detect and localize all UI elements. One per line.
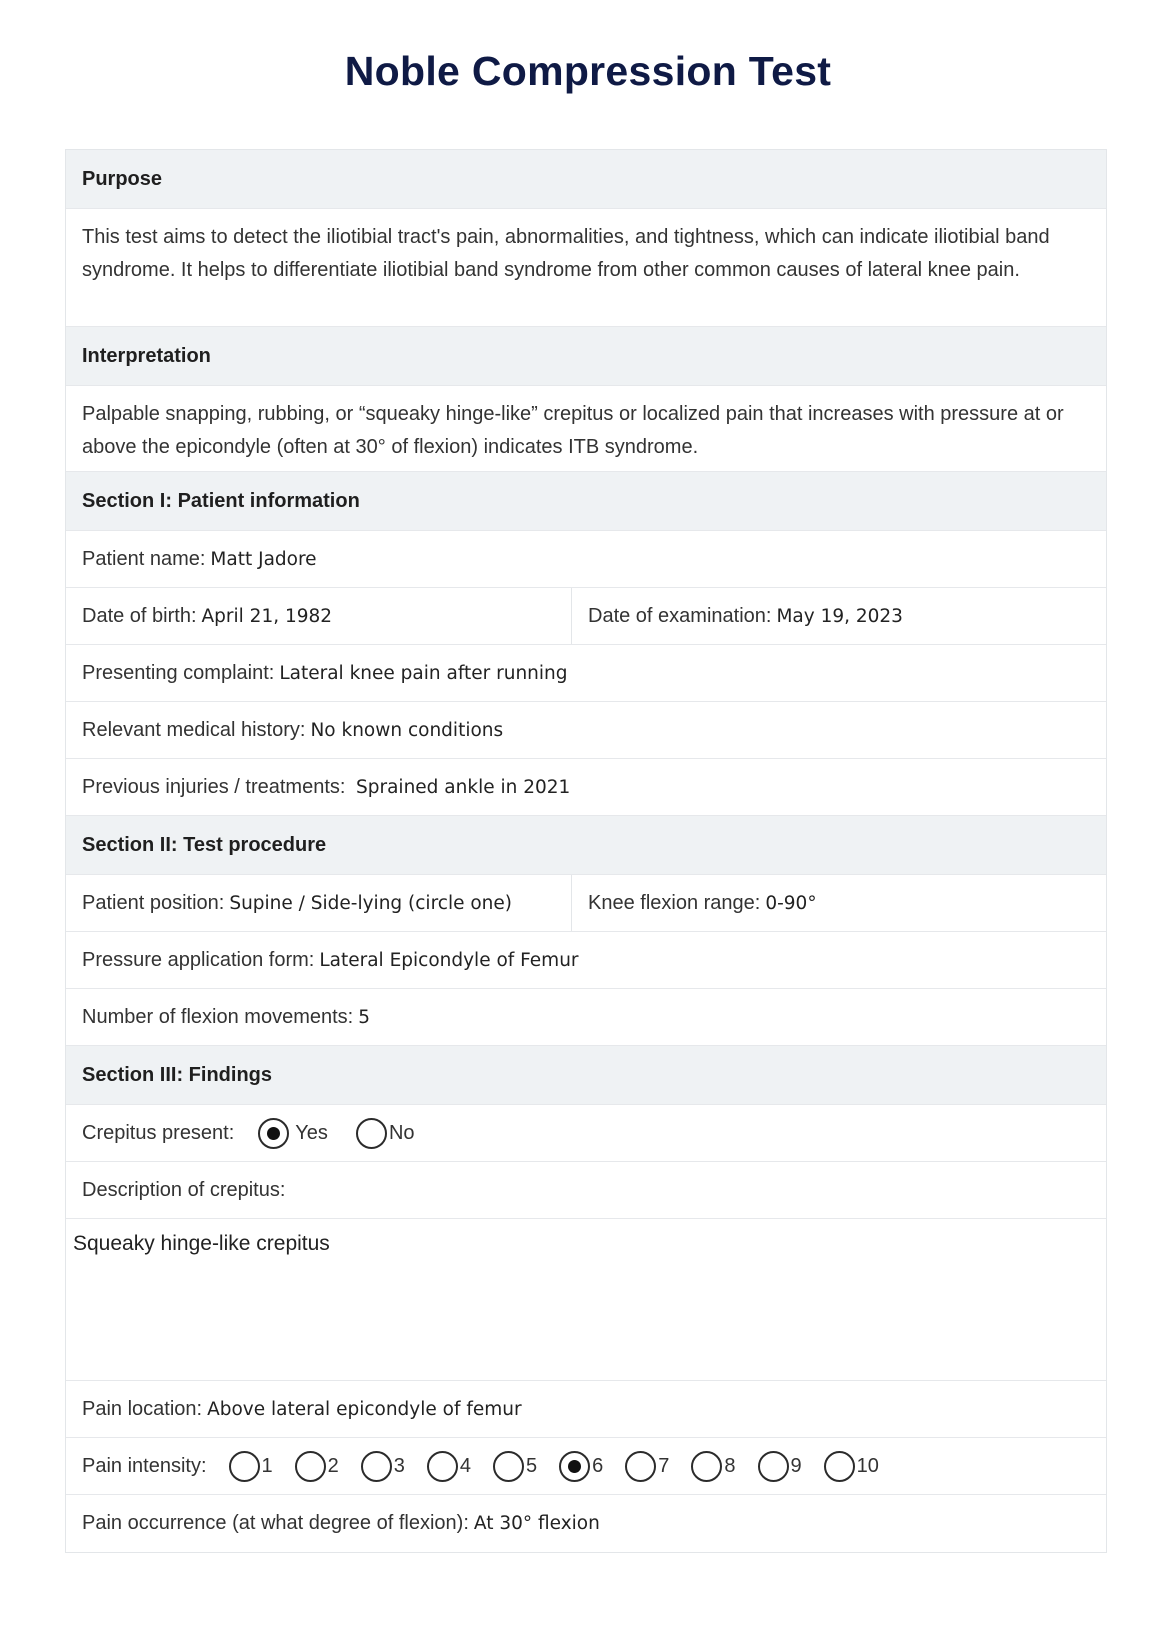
pain-intensity-value-label: 5	[526, 1454, 538, 1477]
crepitus-label: Crepitus present:	[82, 1121, 235, 1144]
position-field[interactable]: Supine / Side-lying (circle one)	[229, 892, 512, 914]
flexion-count-field[interactable]: 5	[358, 1006, 371, 1028]
pain-intensity-radio-7[interactable]	[625, 1451, 656, 1482]
pain-occurrence-row	[66, 1495, 1106, 1552]
position-label: Patient position:	[82, 891, 225, 914]
dob-label: Date of birth:	[82, 604, 197, 627]
pain-intensity-radio-1[interactable]	[229, 1451, 260, 1482]
pain-intensity-option-7[interactable]	[625, 1451, 669, 1482]
crepitus-row	[66, 1105, 1106, 1162]
crepitus-yes-option[interactable]	[258, 1118, 328, 1149]
pain-intensity-label: Pain intensity:	[82, 1454, 207, 1477]
crepitus-yes-radio[interactable]	[258, 1118, 289, 1149]
description-textarea[interactable]: Squeaky hinge-like crepitus	[66, 1219, 1106, 1381]
crepitus-no-radio[interactable]	[356, 1118, 387, 1149]
history-row	[66, 702, 1106, 759]
pain-intensity-value-label: 2	[327, 1454, 339, 1477]
pain-intensity-option-6[interactable]	[559, 1451, 603, 1482]
form-table	[65, 149, 1107, 1553]
pain-location-label: Pain location:	[82, 1397, 203, 1420]
pain-intensity-value-label: 1	[261, 1454, 273, 1477]
pain-intensity-value-label: 7	[658, 1454, 670, 1477]
pain-intensity-radio-2[interactable]	[295, 1451, 326, 1482]
flexion-range-cell	[572, 875, 817, 931]
pain-intensity-radio-3[interactable]	[361, 1451, 392, 1482]
pain-intensity-option-1[interactable]	[229, 1451, 273, 1482]
pain-intensity-option-4[interactable]	[427, 1451, 471, 1482]
dob-cell	[66, 588, 572, 644]
history-field[interactable]: No known conditions	[310, 719, 504, 741]
section-1-heading: Section I: Patient information	[66, 472, 1106, 531]
pain-intensity-value-label: 8	[724, 1454, 736, 1477]
injuries-field[interactable]: Sprained ankle in 2021	[356, 776, 571, 798]
pain-intensity-value-label: 6	[592, 1454, 604, 1477]
crepitus-yes-label: Yes	[295, 1121, 328, 1144]
pain-intensity-option-8[interactable]	[691, 1451, 735, 1482]
flexion-range-field[interactable]: 0-90°	[765, 892, 817, 914]
flexion-count-label: Number of flexion movements:	[82, 1005, 354, 1028]
patient-name-row	[66, 531, 1106, 588]
pain-intensity-radio-4[interactable]	[427, 1451, 458, 1482]
pressure-form-field[interactable]: Lateral Epicondyle of Femur	[319, 949, 579, 971]
purpose-heading: Purpose	[66, 150, 1106, 209]
complaint-row	[66, 645, 1106, 702]
position-row	[66, 875, 1106, 932]
exam-date-label: Date of examination:	[588, 604, 772, 627]
pain-intensity-radio-9[interactable]	[758, 1451, 789, 1482]
patient-name-label: Patient name:	[82, 547, 206, 570]
pain-intensity-radio-6[interactable]	[559, 1451, 590, 1482]
pressure-form-label: Pressure application form:	[82, 948, 315, 971]
pain-intensity-option-9[interactable]	[758, 1451, 802, 1482]
pain-intensity-radio-10[interactable]	[824, 1451, 855, 1482]
pain-location-field[interactable]: Above lateral epicondyle of femur	[207, 1398, 522, 1420]
crepitus-no-label: No	[388, 1121, 415, 1144]
pain-intensity-option-5[interactable]	[493, 1451, 537, 1482]
page-title: Noble Compression Test	[344, 48, 832, 94]
complaint-label: Presenting complaint:	[82, 661, 275, 684]
interpretation-text: Palpable snapping, rubbing, or “squeaky hinge-like” crepitus or localized pain that increases with pressure at or above the epicondyle (often at 30° of flexion) indicates ITB syndrome.	[66, 386, 1106, 472]
section-2-heading: Section II: Test procedure	[66, 816, 1106, 875]
interpretation-heading: Interpretation	[66, 327, 1106, 386]
pain-intensity-option-10[interactable]	[824, 1451, 879, 1482]
purpose-text: This test aims to detect the iliotibial tract's pain, abnormalities, and tightness, which can indicate iliotibial band syndrome. It helps to differentiate iliotibial band syndrome from other common causes of lateral knee pain.	[66, 209, 1106, 327]
pain-intensity-value-label: 4	[459, 1454, 472, 1477]
injuries-row	[66, 759, 1106, 816]
dob-field[interactable]: April 21, 1982	[201, 605, 333, 627]
exam-date-cell	[572, 588, 903, 644]
injuries-label: Previous injuries / treatments:	[82, 775, 351, 798]
patient-name-field[interactable]: Matt Jadore	[210, 548, 317, 570]
pain-intensity-radio-5[interactable]	[493, 1451, 524, 1482]
exam-date-field[interactable]: May 19, 2023	[776, 605, 903, 627]
pain-intensity-radio-8[interactable]	[691, 1451, 722, 1482]
pain-occurrence-field[interactable]: At 30° flexion	[473, 1513, 600, 1534]
pain-intensity-options	[229, 1451, 901, 1482]
description-row	[66, 1162, 1106, 1219]
complaint-field[interactable]: Lateral knee pain after running	[279, 662, 568, 684]
position-cell	[66, 875, 572, 931]
history-label: Relevant medical history:	[82, 718, 306, 741]
pressure-form-row	[66, 932, 1106, 989]
crepitus-no-option[interactable]	[356, 1118, 415, 1149]
pain-location-row	[66, 1381, 1106, 1438]
pain-occurrence-label: Pain occurrence (at what degree of flexion):	[82, 1512, 469, 1534]
pain-intensity-option-2[interactable]	[295, 1451, 339, 1482]
pain-intensity-option-3[interactable]	[361, 1451, 405, 1482]
pain-intensity-value-label: 9	[790, 1454, 802, 1477]
section-3-heading: Section III: Findings	[66, 1046, 1106, 1105]
pain-intensity-row	[66, 1438, 1106, 1495]
pain-intensity-value-label: 10	[856, 1454, 879, 1477]
dates-row	[66, 588, 1106, 645]
pain-intensity-value-label: 3	[393, 1454, 405, 1477]
description-label: Description of crepitus:	[82, 1178, 286, 1201]
flexion-range-label: Knee flexion range:	[588, 891, 761, 914]
flexion-count-row	[66, 989, 1106, 1046]
